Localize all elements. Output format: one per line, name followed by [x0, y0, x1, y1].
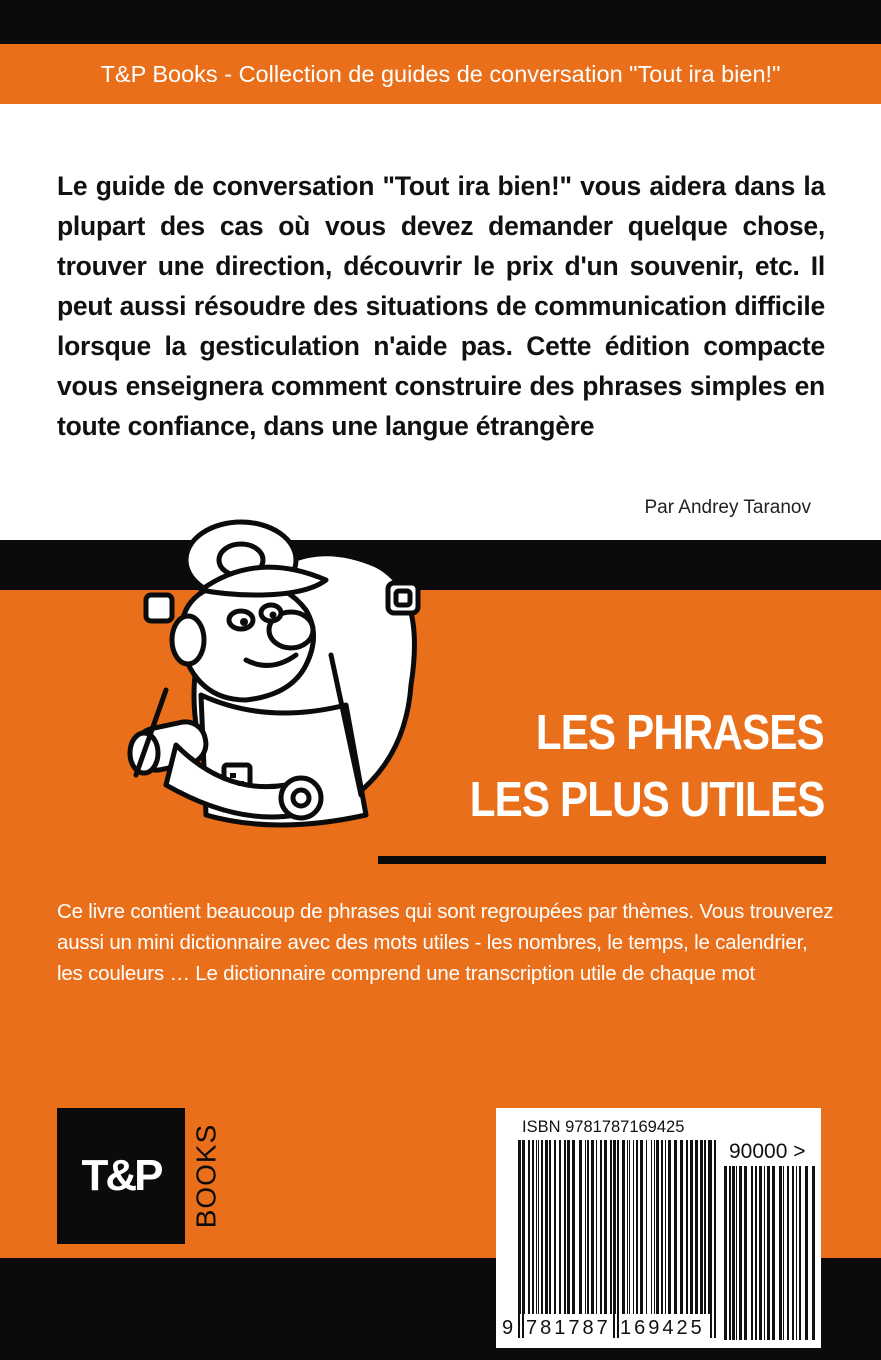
ean-right-digits: 169425: [620, 1317, 705, 1339]
barcode-guard-bar: [714, 1140, 716, 1338]
barcode-bar: [764, 1166, 765, 1340]
barcode-bar: [708, 1140, 710, 1314]
ean-first-digit: 9: [502, 1317, 514, 1339]
barcode-bar: [591, 1140, 594, 1314]
barcode-bar: [549, 1140, 551, 1314]
barcode-bar: [604, 1140, 607, 1314]
barcode-bar: [783, 1166, 784, 1340]
top-black-band: [0, 0, 881, 44]
barcode-bar: [567, 1140, 570, 1314]
barcode-bar: [704, 1140, 706, 1314]
barcode-bar: [744, 1166, 747, 1340]
series-title: T&P Books - Collection de guides de conversation "Tout ira bien!": [100, 60, 781, 87]
barcode-bar: [587, 1140, 589, 1314]
barcode-bar: [796, 1166, 797, 1340]
barcode-guard-bar: [617, 1140, 619, 1338]
barcode-bar: [538, 1140, 539, 1314]
barcode-bar: [700, 1140, 703, 1314]
barcode-bar: [755, 1166, 757, 1340]
barcode-guard-bar: [710, 1140, 712, 1338]
barcode-area: [496, 1108, 821, 1348]
title-underline: [378, 856, 826, 864]
barcode-bar: [541, 1140, 543, 1314]
publisher-logo: [57, 1108, 185, 1244]
barcode-bar: [636, 1140, 638, 1314]
barcode-bar: [640, 1140, 643, 1314]
barcode-bar: [579, 1140, 582, 1314]
traveler-illustration: [106, 495, 466, 865]
barcode-guard-bar: [518, 1140, 520, 1338]
barcode-bar: [739, 1166, 742, 1340]
barcode-bar: [767, 1166, 770, 1340]
barcode-bar: [622, 1140, 625, 1314]
barcode-bar: [646, 1140, 647, 1314]
barcode-bar: [656, 1140, 659, 1314]
ean-left-digits: 781787: [526, 1317, 611, 1339]
barcode-bar: [724, 1166, 727, 1340]
barcode-bar: [536, 1140, 537, 1314]
barcode-bar: [528, 1140, 530, 1314]
books-text: BOOKS: [190, 1123, 221, 1229]
price-addon-code: 90000 >: [729, 1140, 806, 1163]
barcode-bar: [545, 1140, 548, 1314]
barcode-bar: [772, 1166, 775, 1340]
barcode-bar: [751, 1166, 753, 1340]
barcode-bar: [661, 1140, 663, 1314]
barcode-bar: [554, 1140, 556, 1314]
barcode-bar: [736, 1166, 737, 1340]
barcode-bar: [792, 1166, 794, 1340]
barcode-bar: [759, 1166, 762, 1340]
barcode-bar: [600, 1140, 602, 1314]
barcode-bar: [686, 1140, 688, 1314]
barcode-bar: [585, 1140, 586, 1314]
publisher-books-label: [189, 1108, 223, 1244]
description-text: Le guide de conversation "Tout ira bien!" vous aidera dans la plupart des cas où vous devez demander quelque chose, trouver une direction, découvrir le prix d'un souvenir, etc. Il peut aussi résoudre des situations de communication difficile lorsque la gesticulation n'aide pas. Cette édition compacte vous enseignera comment construire des phrases simples en toute confiance, dans une langue étrangère: [57, 171, 825, 441]
barcode-bar: [779, 1166, 782, 1340]
barcode-bar: [690, 1140, 693, 1314]
barcode-bar: [596, 1140, 597, 1314]
barcode-bar: [729, 1166, 731, 1340]
barcode-bar: [680, 1140, 683, 1314]
barcode-bar: [787, 1166, 789, 1340]
barcode-bar: [732, 1166, 735, 1340]
barcode-bar: [805, 1166, 808, 1340]
book-title-line-1: LES PHRASES: [536, 706, 824, 760]
barcode-bar: [615, 1140, 616, 1314]
blurb-text: Ce livre contient beaucoup de phrases qui sont regroupées par thèmes. Vous trouverez aussi un mini dictionnaire avec des mots utiles - les nombres, le temps, le calendrier, les couleurs … Le dictionnaire comprend une transcription utile de chaque mot: [57, 900, 834, 985]
barcode-bar: [654, 1140, 655, 1314]
series-header: [0, 44, 881, 104]
barcode-bar: [668, 1140, 671, 1314]
barcode-guard-bar: [522, 1140, 524, 1338]
barcode-bar: [610, 1140, 612, 1314]
barcode-bar: [665, 1140, 666, 1314]
author-credit: Par Andrey Taranov: [644, 497, 811, 518]
barcode-bar: [627, 1140, 628, 1314]
barcode-bar: [674, 1140, 677, 1314]
barcode-bar: [812, 1166, 815, 1340]
barcode-bar: [695, 1140, 698, 1314]
barcode-bar: [629, 1140, 630, 1314]
barcode-bar: [564, 1140, 566, 1314]
isbn-label: ISBN 9781787169425: [522, 1118, 685, 1136]
barcode-bar: [572, 1140, 575, 1314]
book-title-line-2: LES PLUS UTILES: [469, 773, 824, 827]
barcode-bar: [799, 1166, 801, 1340]
barcode-guard-bar: [613, 1140, 615, 1338]
barcode-bar: [532, 1140, 534, 1314]
barcode-bar: [559, 1140, 561, 1314]
barcode-bar: [633, 1140, 634, 1314]
publisher-logo-mark: T&P: [81, 1151, 161, 1200]
barcode-bar: [651, 1140, 652, 1314]
